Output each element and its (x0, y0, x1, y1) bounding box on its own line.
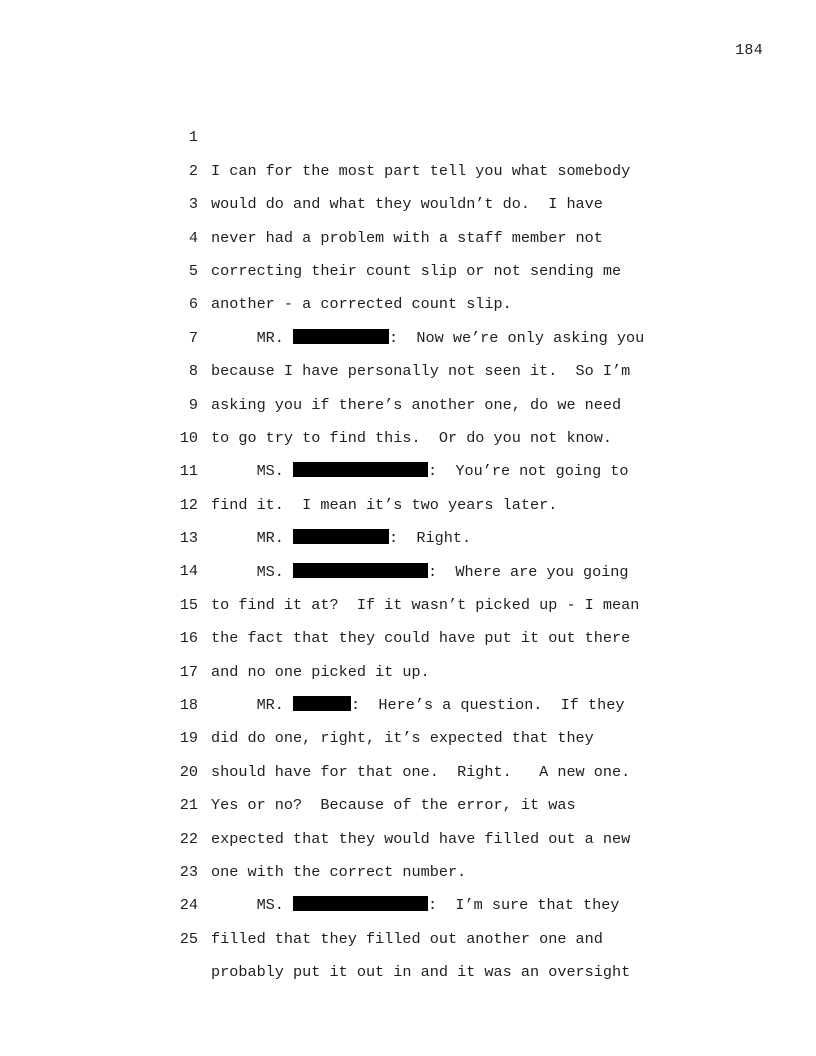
transcript-line (168, 88, 688, 180)
line-number: 4 (188, 228, 198, 247)
line-number: 15 (179, 595, 198, 614)
line-number: 12 (179, 495, 198, 514)
speaker-remark: : Here’s a question. If they (351, 696, 625, 715)
line-number: 5 (188, 261, 198, 280)
line-text: to go try to find this. Or do you not know. (211, 428, 613, 447)
line-text: another - a corrected count slip. (211, 295, 512, 314)
line-text: because I have personally not seen it. So I’m (211, 362, 631, 381)
speaker-remark: : Right. (389, 529, 472, 548)
line-number: 16 (179, 629, 198, 648)
line-number: 17 (179, 662, 198, 681)
line-number: 22 (179, 829, 198, 848)
speaker-prefix: MS. (211, 896, 294, 915)
speaker-remark: : Where are you going (428, 562, 629, 581)
line-text: Yes or no? Because of the error, it was (211, 796, 576, 815)
line-text: correcting their count slip or not sending me (211, 261, 622, 280)
line-number: 14 (179, 562, 198, 581)
line-text: expected that they would have filled out a new (211, 829, 631, 848)
line-number: 24 (179, 896, 198, 915)
line-number: 19 (179, 729, 198, 748)
speaker-remark: : I’m sure that they (428, 896, 620, 915)
line-number: 20 (179, 762, 198, 781)
line-text: should have for that one. Right. A new one. (211, 762, 631, 781)
line-number: 6 (188, 295, 198, 314)
line-text: would do and what they wouldn’t do. I have (211, 195, 603, 214)
line-number: 8 (188, 362, 198, 381)
line-text: did do one, right, it’s expected that they (211, 729, 594, 748)
line-number: 1 (188, 128, 198, 147)
line-number: 7 (188, 328, 198, 347)
speaker-remark: : Now we’re only asking you (389, 328, 645, 347)
line-text: one with the correct number. (211, 863, 467, 882)
speaker-prefix: MS. (211, 462, 294, 481)
line-number: 21 (179, 796, 198, 815)
speaker-prefix: MR. (211, 529, 294, 548)
line-number: 11 (179, 462, 198, 481)
line-text: and no one picked it up. (211, 662, 430, 681)
page-number: 184 (735, 42, 763, 59)
line-number: 25 (179, 929, 198, 948)
line-number: 18 (179, 696, 198, 715)
line-text: filled that they filled out another one and (211, 929, 603, 948)
line-text: probably put it out in and it was an oversight (211, 963, 631, 982)
line-number: 2 (188, 161, 198, 180)
line-text: to find it at? If it wasn’t picked up - I mean (211, 595, 640, 614)
speaker-prefix: MR. (211, 696, 294, 715)
line-number: 13 (179, 529, 198, 548)
speaker-prefix: MR. (211, 328, 294, 347)
line-text: asking you if there’s another one, do we need (211, 395, 622, 414)
line-text: the fact that they could have put it out there (211, 629, 631, 648)
line-number: 9 (188, 395, 198, 414)
line-text: find it. I mean it’s two years later. (211, 495, 558, 514)
line-number: 3 (188, 195, 198, 214)
line-text: I can for the most part tell you what somebody (211, 161, 631, 180)
speaker-prefix: MS. (211, 562, 294, 581)
transcript-body (168, 88, 688, 982)
line-text: never had a problem with a staff member not (211, 228, 603, 247)
line-number: 23 (179, 863, 198, 881)
speaker-remark: : You’re not going to (428, 462, 629, 481)
line-number: 10 (179, 428, 198, 447)
